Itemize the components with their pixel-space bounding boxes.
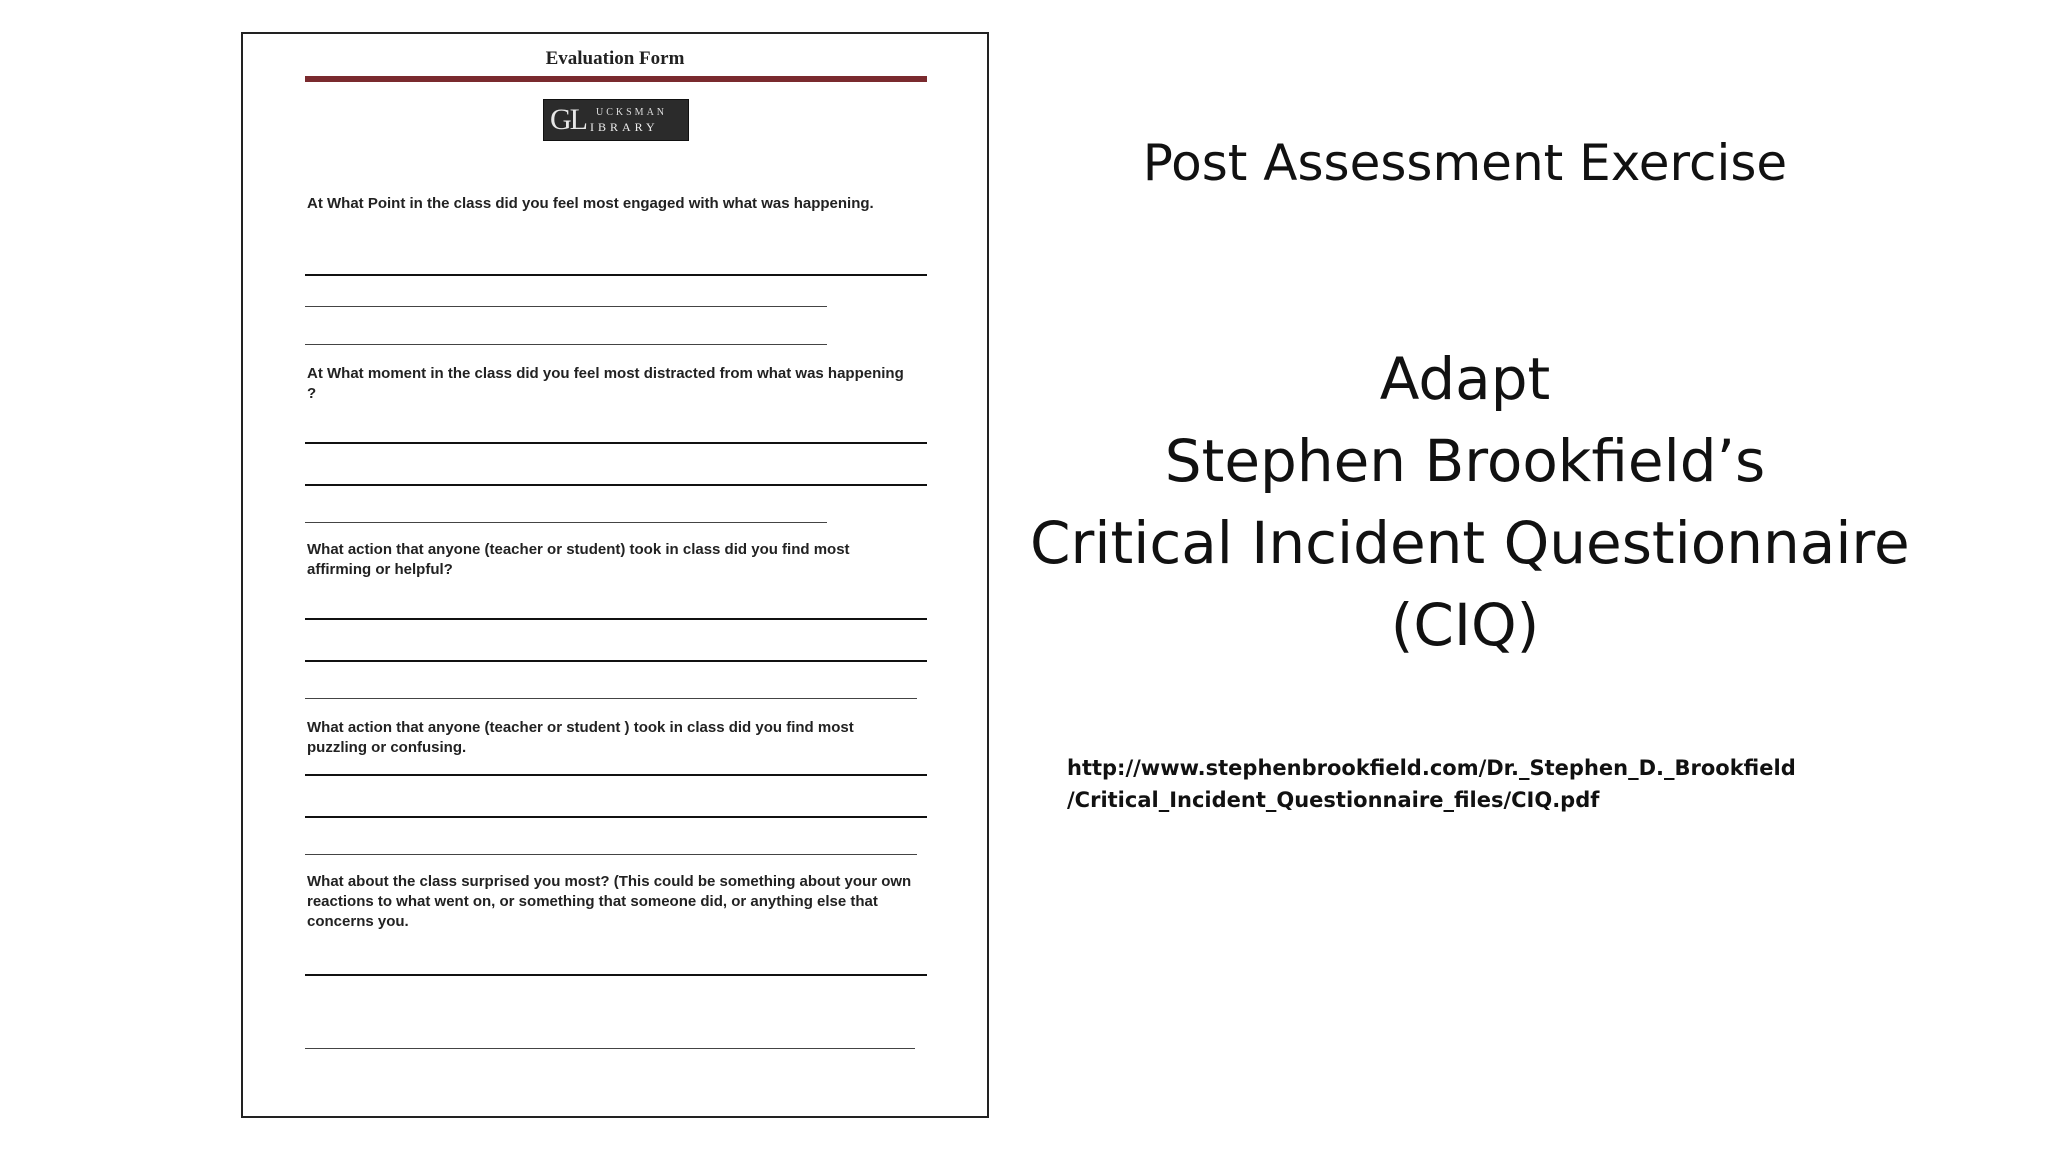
- answer-line: [305, 306, 827, 307]
- answer-line: [305, 974, 927, 976]
- library-logo: [543, 99, 689, 141]
- answer-line: [305, 522, 827, 523]
- answer-line: [305, 618, 927, 620]
- answer-line: [305, 344, 827, 345]
- answer-line: [305, 774, 927, 776]
- title-line: Critical Incident Questionnaire: [1030, 509, 1910, 577]
- title-line: Adapt: [1379, 345, 1551, 413]
- title-line: Stephen Brookfield’s: [1164, 427, 1766, 495]
- form-title: Evaluation Form: [545, 48, 685, 69]
- answer-line: [305, 816, 927, 818]
- question-surprised: What about the class surprised you most? (This could be something about your own reactions to what went on, or something that someone did, or anything else that concerns you.: [307, 873, 912, 930]
- answer-line: [305, 854, 917, 855]
- answer-line: [305, 484, 927, 486]
- slide-heading: Post Assessment Exercise: [1142, 134, 1788, 192]
- evaluation-form-image: [241, 32, 989, 1118]
- logo-initials: GL: [550, 103, 586, 136]
- answer-line: [305, 698, 917, 699]
- logo-top-text: UCKSMAN: [596, 107, 668, 118]
- question-puzzling: What action that anyone (teacher or student ) took in class did you find most puzzling or confusing.: [307, 719, 854, 756]
- answer-line: [305, 1048, 915, 1049]
- url-line: http://www.stephenbrookfield.com/Dr._Stephen_D._Brookfield: [1067, 756, 1796, 780]
- slide-main-title: [1030, 338, 1910, 666]
- title-line: (CIQ): [1390, 591, 1540, 659]
- url-line: /Critical_Incident_Questionnaire_files/CIQ.pdf: [1067, 788, 1600, 812]
- answer-line: [305, 274, 927, 276]
- ciq-url: [1067, 752, 1867, 816]
- logo-bottom-text: IBRARY: [590, 120, 659, 134]
- question-engaged: At What Point in the class did you feel most engaged with what was happening.: [307, 195, 874, 212]
- title-divider: [305, 76, 927, 82]
- answer-line: [305, 442, 927, 444]
- answer-line: [305, 660, 927, 662]
- question-affirming: What action that anyone (teacher or student) took in class did you find most affirming or helpful?: [307, 541, 850, 578]
- question-distracted: At What moment in the class did you feel most distracted from what was happening ?: [307, 365, 904, 402]
